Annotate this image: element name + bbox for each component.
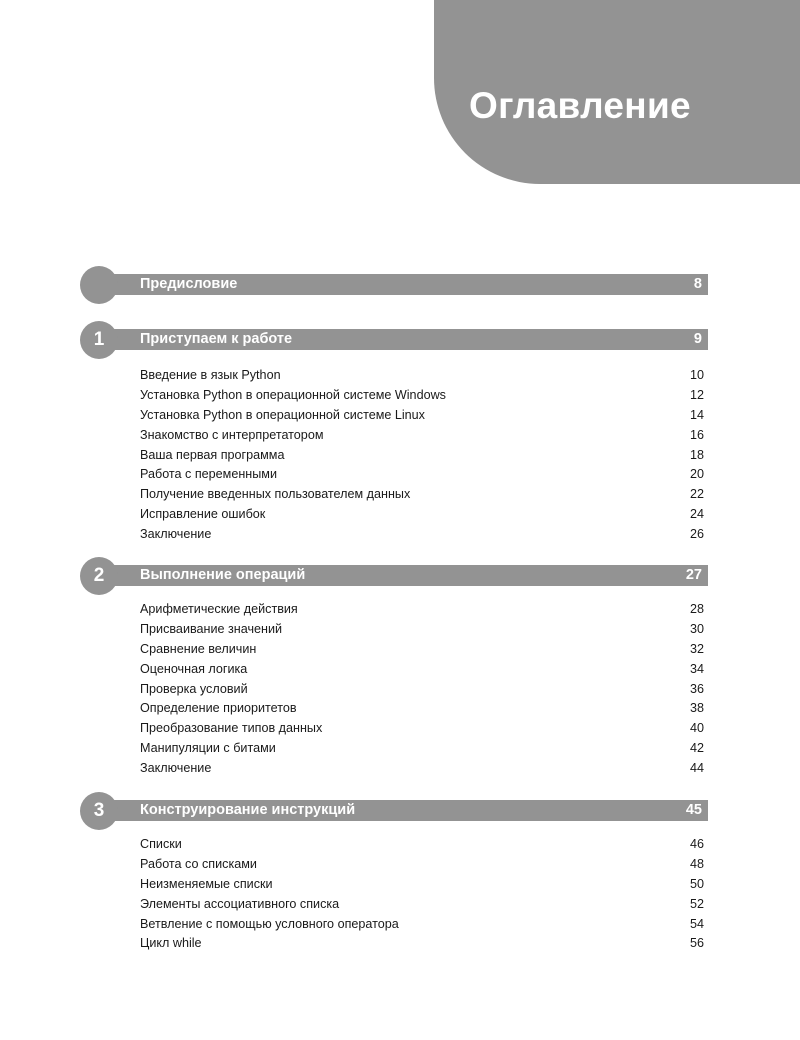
toc-entry[interactable] bbox=[140, 875, 704, 895]
toc-entry[interactable] bbox=[140, 620, 704, 640]
toc-entry[interactable] bbox=[140, 855, 704, 875]
toc-entry-page-number: 40 bbox=[689, 721, 704, 736]
dot-leader bbox=[414, 486, 687, 498]
toc-entry-title: Введение в язык Python bbox=[140, 368, 281, 382]
chapter-1-entries bbox=[140, 366, 704, 545]
toc-entry-page-number: 20 bbox=[689, 467, 704, 482]
toc-entry-title: Работа с переменными bbox=[140, 467, 277, 482]
toc-entry-title: Цикл while bbox=[140, 936, 202, 951]
toc-entry-title: Заключение bbox=[140, 527, 212, 542]
toc-entry-page-number: 44 bbox=[689, 761, 704, 776]
toc-entry[interactable] bbox=[140, 446, 704, 466]
toc-entry-title: Знакомство с интерпретатором bbox=[140, 427, 324, 442]
toc-entry-page-number: 42 bbox=[689, 741, 704, 756]
dot-leader bbox=[326, 720, 687, 732]
dot-leader bbox=[260, 641, 687, 653]
toc-entry-page-number: 36 bbox=[689, 681, 704, 696]
toc-entry-page-number: 28 bbox=[689, 602, 704, 616]
preface-title: Предисловие bbox=[140, 276, 238, 292]
toc-entry-title: Получение введенных пользователем данных bbox=[140, 487, 411, 502]
toc-entry-page-number: 32 bbox=[689, 641, 704, 656]
toc-entry[interactable] bbox=[140, 426, 704, 446]
chapter-1-title: Приступаем к работе bbox=[140, 331, 293, 347]
toc-entry-title: Заключение bbox=[140, 761, 212, 776]
toc-entry-page-number: 38 bbox=[689, 701, 704, 716]
dot-leader bbox=[269, 506, 687, 518]
dot-leader bbox=[251, 661, 687, 673]
toc-entry-title: Исправление ошибок bbox=[140, 507, 266, 522]
dot-leader bbox=[327, 427, 687, 439]
toc-entry-page-number: 24 bbox=[689, 507, 704, 522]
chapter-3-header[interactable] bbox=[80, 792, 710, 830]
toc-entry-page-number: 56 bbox=[689, 936, 704, 951]
toc-entry-title: Ваша первая программа bbox=[140, 447, 285, 462]
toc-entry[interactable] bbox=[140, 915, 704, 935]
toc-entry[interactable] bbox=[140, 699, 704, 719]
toc-entry[interactable] bbox=[140, 465, 704, 485]
toc-entry-page-number: 14 bbox=[689, 407, 704, 422]
chapter-1-header[interactable] bbox=[80, 321, 710, 359]
toc-entry[interactable] bbox=[140, 600, 704, 620]
toc-entry[interactable] bbox=[140, 739, 704, 759]
toc-entry-title: Манипуляции с битами bbox=[140, 741, 276, 756]
toc-entry-title: Установка Python в операционной системе Windows bbox=[140, 387, 446, 402]
dot-leader bbox=[215, 526, 687, 538]
toc-entry[interactable] bbox=[140, 835, 704, 855]
toc-entry-page-number: 50 bbox=[689, 876, 704, 891]
toc-entry[interactable] bbox=[140, 759, 704, 779]
toc-entry[interactable] bbox=[140, 895, 704, 915]
toc-entry-page-number: 54 bbox=[689, 916, 704, 931]
chapter-1-page-number: 9 bbox=[693, 331, 702, 347]
toc-entry[interactable] bbox=[140, 640, 704, 660]
toc-entry[interactable] bbox=[140, 386, 704, 406]
toc-entry-page-number: 18 bbox=[689, 447, 704, 462]
toc-entry[interactable] bbox=[140, 680, 704, 700]
toc-entry-title: Работа со списками bbox=[140, 856, 257, 871]
chapter-3-title: Конструирование инструкций bbox=[140, 802, 356, 818]
toc-entry-title: Определение приоритетов bbox=[140, 701, 297, 716]
toc-chapter-2 bbox=[80, 557, 710, 776]
toc-entry[interactable] bbox=[140, 406, 704, 426]
toc-entry-page-number: 16 bbox=[689, 427, 704, 442]
dot-leader bbox=[286, 621, 687, 633]
toc-entry[interactable] bbox=[140, 505, 704, 525]
toc-entry-page-number: 12 bbox=[689, 387, 704, 402]
toc-entry[interactable] bbox=[140, 719, 704, 739]
dot-leader bbox=[285, 367, 687, 379]
dot-leader bbox=[302, 601, 687, 613]
toc-entry-page-number: 46 bbox=[689, 837, 704, 851]
toc-entry-title: Неизменяемые списки bbox=[140, 876, 273, 891]
chapter-1-number: 1 bbox=[80, 321, 118, 359]
toc-entry[interactable] bbox=[140, 934, 704, 954]
chapter-3-entries bbox=[140, 835, 704, 954]
toc-entry-title: Арифметические действия bbox=[140, 602, 298, 616]
preface-circle bbox=[80, 266, 118, 304]
toc-entry-title: Оценочная логика bbox=[140, 661, 248, 676]
toc-entry-page-number: 22 bbox=[689, 487, 704, 502]
dot-leader bbox=[429, 407, 687, 419]
chapter-2-number: 2 bbox=[80, 557, 118, 595]
chapter-2-title: Выполнение операций bbox=[140, 567, 306, 583]
toc-entry-title: Присваивание значений bbox=[140, 621, 283, 636]
toc-entry[interactable] bbox=[140, 366, 704, 386]
toc-entry-page-number: 34 bbox=[689, 661, 704, 676]
dot-leader bbox=[280, 740, 687, 752]
toc-entry-page-number: 30 bbox=[689, 621, 704, 636]
toc-entry-title: Установка Python в операционной системе Linux bbox=[140, 407, 425, 422]
chapter-2-entries bbox=[140, 600, 704, 779]
toc-entry-title: Списки bbox=[140, 837, 182, 851]
dot-leader bbox=[301, 700, 687, 712]
chapter-3-number: 3 bbox=[80, 792, 118, 830]
dot-leader bbox=[261, 856, 687, 868]
toc-chapter-1 bbox=[80, 321, 710, 542]
dot-leader bbox=[343, 896, 687, 908]
toc-entry[interactable] bbox=[140, 485, 704, 505]
dot-leader bbox=[288, 447, 687, 459]
toc-entry-page-number: 26 bbox=[689, 527, 704, 542]
dot-leader bbox=[186, 836, 687, 848]
dot-leader bbox=[403, 916, 687, 928]
chapter-2-header[interactable] bbox=[80, 557, 710, 595]
dot-leader bbox=[450, 387, 687, 399]
dot-leader bbox=[252, 681, 687, 693]
toc-entry-title: Элементы ассоциативного списка bbox=[140, 896, 340, 911]
preface-header bbox=[80, 266, 710, 304]
toc-entry-page-number: 10 bbox=[689, 368, 704, 382]
toc-entry-page-number: 48 bbox=[689, 856, 704, 871]
page-title: Оглавление bbox=[469, 85, 691, 126]
toc-preface[interactable] bbox=[80, 266, 710, 304]
toc-chapter-3 bbox=[80, 792, 710, 951]
dot-leader bbox=[215, 760, 687, 772]
toc-entry[interactable] bbox=[140, 525, 704, 545]
dot-leader bbox=[206, 935, 687, 947]
dot-leader bbox=[281, 466, 687, 478]
chapter-2-page-number: 27 bbox=[685, 567, 702, 583]
toc-entry-page-number: 52 bbox=[689, 896, 704, 911]
toc-entry-title: Проверка условий bbox=[140, 681, 248, 696]
toc-entry[interactable] bbox=[140, 660, 704, 680]
toc-entry-title: Ветвление с помощью условного оператора bbox=[140, 916, 399, 931]
toc-entry-title: Сравнение величин bbox=[140, 641, 257, 656]
preface-page-number: 8 bbox=[693, 276, 702, 292]
dot-leader bbox=[277, 876, 687, 888]
chapter-3-page-number: 45 bbox=[685, 802, 702, 818]
toc-entry-title: Преобразование типов данных bbox=[140, 721, 323, 736]
